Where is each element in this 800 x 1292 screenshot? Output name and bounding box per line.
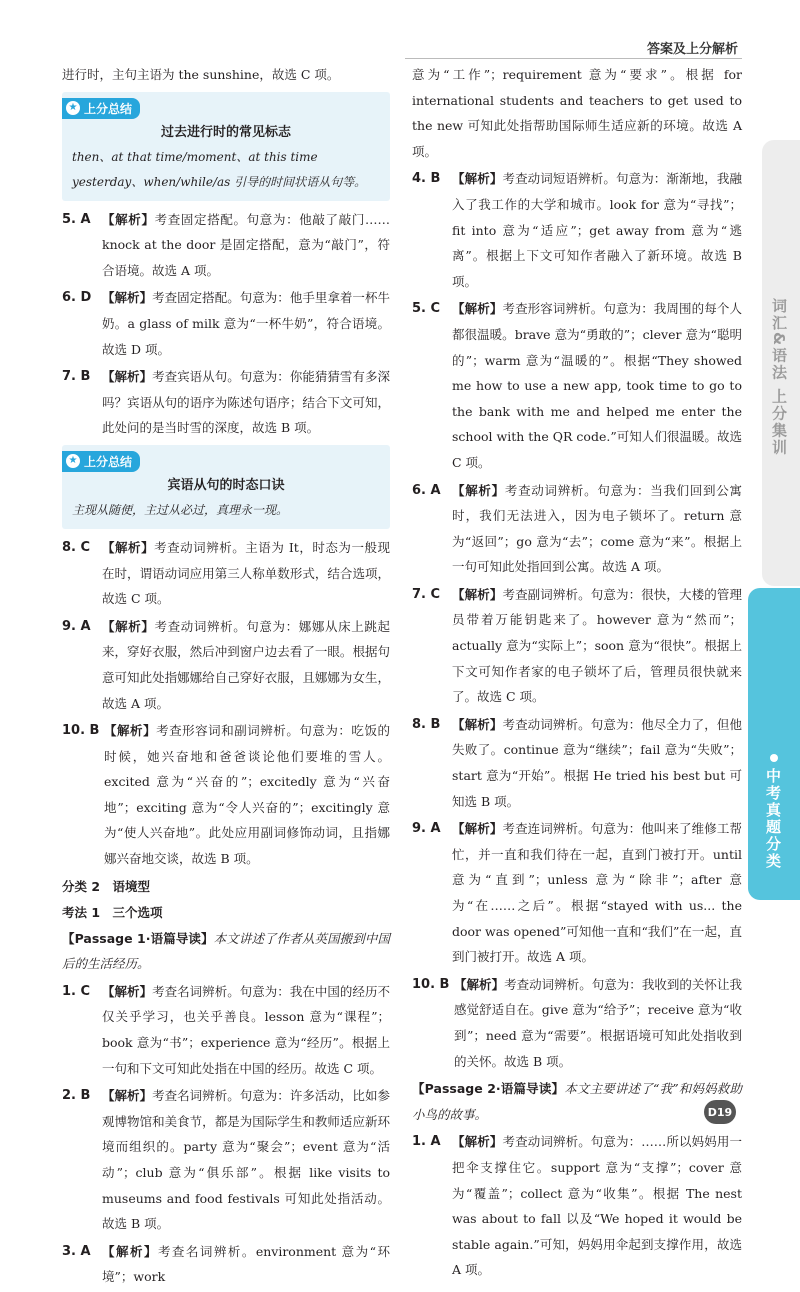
star-icon: ★ (66, 101, 80, 115)
passage-label: 【Passage 2·语篇导读】 (412, 1081, 565, 1097)
analysis-text: 考查固定搭配。句意为：他敲了敲门……knock at the door 是固定搭配，意为“敲门”，符合语境。故选 A 项。 (102, 211, 390, 278)
summary-body: then、at that time/moment、at this time yesterday、when/while/as 引导的时间状语从句等。 (72, 149, 367, 189)
passage-intro-text: 本文讲述了作者从英国搬到中国后的生活经历。 (62, 930, 390, 972)
summary-box (62, 445, 390, 529)
answer-item (412, 712, 742, 814)
answer-number: 8. C (62, 539, 91, 555)
page-number-badge: D19 (704, 1100, 736, 1124)
answer-item (62, 535, 390, 612)
left-column (62, 62, 390, 1292)
summary-tag (62, 451, 140, 472)
analysis-text: 考查宾语从句。句意为：你能猜猜雪有多深吗？宾语从句的语序为陈述句语序；结合下文可知，此处问的是当时雪的深度，故选 B 项。 (102, 369, 390, 436)
answer-item (62, 1083, 390, 1237)
analysis-label: 【解析】 (102, 983, 153, 999)
answer-item (62, 364, 390, 441)
continuation-text: 意为“工作”；requirement 意为“要求”。根据 for international students and teachers to get used to the new 可知此处指帮助国际师生适应新的环境。故选 A 项。 (412, 67, 742, 159)
page-header-title: 答案及上分解析 (646, 42, 738, 57)
analysis-text: 考查动词辨析。句意为：……所以妈妈用一把伞支撑住它。support 意为“支撑”；cover 意为“覆盖”；collect 意为“收集”。根据 The nest was about to fall 以及“We hoped it would be stable again.”可知，妈妈用伞起到支撑作用，故选 A 项。 (452, 1134, 742, 1278)
answer-number: 6. D (62, 290, 92, 306)
answer-item (62, 979, 390, 1081)
summary-tag-label: 上分总结 (84, 101, 133, 116)
analysis-text: 考查动词辨析。句意为：我收到的关怀让我感觉舒适自在。give 意为“给予”；receive 意为“收到”；need 意为“需要”。根据语境可知此处指收到的关怀。故选 B 项。 (454, 976, 742, 1069)
analysis-label: 【解析】 (452, 586, 503, 602)
analysis-text: 考查形容词和副词辨析。句意为：吃饭的时候，她兴奋地和爸爸谈论他们要堆的雪人。excited 意为“兴奋的”；excitedly 意为“兴奋地”；exciting 意为“令人兴奋的”；excitingly 意为“使人兴奋地”。此处应用副词修饰动词，且指娜娜兴奋地交谈，故选 B 项。 (104, 723, 390, 867)
analysis-text: 考查形容词辨析。句意为：我周围的每个人都很温暖。brave 意为“勇敢的”；clever 意为“聪明的”；warm 意为“温暖的”。根据“They showed me how to use a new app, took time to go to the bank with me and helped me enter the school with the QR code.”可知人们很温暖。故选 C 项。 (452, 301, 742, 470)
analysis-label: 【解析】 (102, 290, 153, 306)
answer-number: 1. A (412, 1134, 441, 1150)
side-tab-exam-questions[interactable] (748, 588, 800, 900)
analysis-text: 考查名词辨析。句意为：我在中国的经历不仅关乎学习，也关乎善良。lesson 意为“课程”；book 意为“书”；experience 意为“经历”。根据上一句和下文可知此处指在中国的经历。故选 C 项。 (102, 983, 390, 1076)
passage-intro (412, 1076, 742, 1127)
answer-number: 8. B (412, 716, 441, 732)
analysis-text: 考查动词辨析。句意为：当我们回到公寓时，我们无法进入，因为电子锁坏了。return 意为“返回”；go 意为“去”；come 意为“来”。根据上一句可知此处指回到公寓。故选 A 项。 (452, 482, 742, 575)
star-icon: ★ (66, 454, 80, 468)
answer-number: 9. A (412, 821, 441, 837)
analysis-label: 【解析】 (452, 301, 503, 317)
answer-item (62, 285, 390, 362)
answer-number: 6. A (412, 482, 441, 498)
answer-item (62, 718, 390, 872)
answer-number: 1. C (62, 983, 91, 999)
active-dot-icon (770, 754, 778, 762)
answer-number: 10. B (62, 723, 100, 739)
summary-title: 宾语从句的时态口诀 (167, 477, 285, 493)
side-tab-label: 中考真题分类 (764, 768, 782, 870)
passage-label: 【Passage 1·语篇导读】 (62, 930, 214, 946)
answer-item (412, 1129, 742, 1283)
analysis-label: 【解析】 (102, 1088, 153, 1104)
answer-number: 9. A (62, 618, 91, 634)
answer-item (412, 816, 742, 970)
answer-item (412, 582, 742, 710)
analysis-text: 考查动词辨析。句意为：娜娜从床上跳起来，穿好衣服，然后冲到窗户边去看了一眼。根据句意可知此处指娜娜给自己穿好衣服，且娜娜为女生，故选 A 项。 (102, 618, 390, 711)
analysis-text: 考查动词辨析。句意为：他尽全力了，但他失败了。continue 意为“继续”；fail 意为“失败”；start 意为“开始”。根据 He tried his best but 可知选 B 项。 (452, 716, 742, 809)
analysis-label: 【解析】 (452, 716, 503, 732)
analysis-label: 【解析】 (102, 539, 155, 555)
analysis-label: 【解析】 (452, 482, 505, 498)
analysis-label: 【解析】 (104, 723, 157, 739)
answer-number: 7. B (62, 369, 91, 385)
side-tab-vocab-grammar[interactable] (762, 140, 800, 586)
analysis-text: 考查动词辨析。主语为 It，时态为一般现在时，谓语动词应用第三人称单数形式，结合选项，故选 C 项。 (102, 539, 390, 607)
header-rule (405, 58, 742, 59)
passage-intro-text: 本文主要讲述了“我”和妈妈救助小鸟的故事。 (412, 1081, 742, 1122)
summary-title: 过去进行时的常见标志 (160, 124, 291, 140)
analysis-text: 考查副词辨析。句意为：很快，大楼的管理员带着万能钥匙来了。however 意为“然而”；actually 意为“实际上”；soon 意为“很快”。根据上下文可知作者家的电子锁坏了后，管理员很快就来了。故选 C 项。 (452, 586, 742, 705)
answer-number: 10. B (412, 976, 450, 992)
analysis-label: 【解析】 (102, 369, 153, 385)
analysis-label: 【解析】 (102, 1243, 158, 1259)
side-tab-label: 词汇&语法 上分集训 (770, 298, 788, 457)
analysis-label: 【解析】 (452, 1134, 503, 1150)
answer-item (62, 207, 390, 284)
analysis-text: 考查名词辨析。句意为：许多活动，比如参观博物馆和美食节，都是为国际学生和教师适应新环境而组织的。party 意为“聚会”；event 意为“活动”；club 意为“俱乐部”。根据 like visits to museums and food festivals 可知此处指活动。故选 B 项。 (102, 1088, 390, 1232)
answer-number: 5. A (62, 211, 91, 227)
analysis-label: 【解析】 (452, 821, 503, 837)
analysis-text: 考查固定搭配。句意为：他手里拿着一杯牛奶。a glass of milk 意为“一杯牛奶”，符合语境。故选 D 项。 (102, 290, 390, 357)
answer-item (412, 296, 742, 475)
answer-item (62, 1239, 390, 1290)
subsection-heading: 考法 1 三个选项 (62, 904, 163, 920)
summary-tag-label: 上分总结 (84, 454, 133, 469)
analysis-text: 考查名词辨析。environment 意为“环境”；work (102, 1243, 390, 1285)
answer-number: 5. C (412, 301, 441, 317)
answer-item (412, 166, 742, 294)
summary-body: 主现从随便，主过从必过，真理永一现。 (72, 502, 289, 517)
analysis-label: 【解析】 (454, 976, 505, 992)
answer-number: 3. A (62, 1243, 91, 1259)
answer-number: 4. B (412, 171, 441, 187)
answer-number: 2. B (62, 1088, 91, 1104)
right-column (412, 62, 742, 1285)
answer-number: 7. C (412, 586, 441, 602)
answer-item (62, 614, 390, 716)
summary-box (62, 92, 390, 201)
section-heading: 分类 2 语境型 (62, 878, 151, 894)
analysis-label: 【解析】 (452, 171, 503, 187)
passage-intro (62, 926, 390, 977)
analysis-text: 考查连词辨析。句意为：他叫来了维修工帮忙，并一直和我们待在一起，直到门被打开。until 意为“直到”；unless 意为“除非”；after 意为“在……之后”。根据“stayed with us... the door was opened”可知他一直和“我们”在一起，直到门被打开。故选 A 项。 (452, 821, 742, 965)
answer-item (412, 478, 742, 580)
continuation-text: 进行时，主句主语为 the sunshine，故选 C 项。 (62, 67, 340, 82)
analysis-label: 【解析】 (102, 618, 155, 634)
answer-item (412, 972, 742, 1074)
analysis-label: 【解析】 (102, 211, 155, 227)
analysis-text: 考查动词短语辨析。句意为：渐渐地，我融入了我工作的大学和城市。look for 意为“寻找”；fit into 意为“适应”；get away from 意为“逃离”。根据上下文可知作者融入了新环境。故选 B 项。 (452, 171, 742, 289)
summary-tag (62, 98, 140, 119)
